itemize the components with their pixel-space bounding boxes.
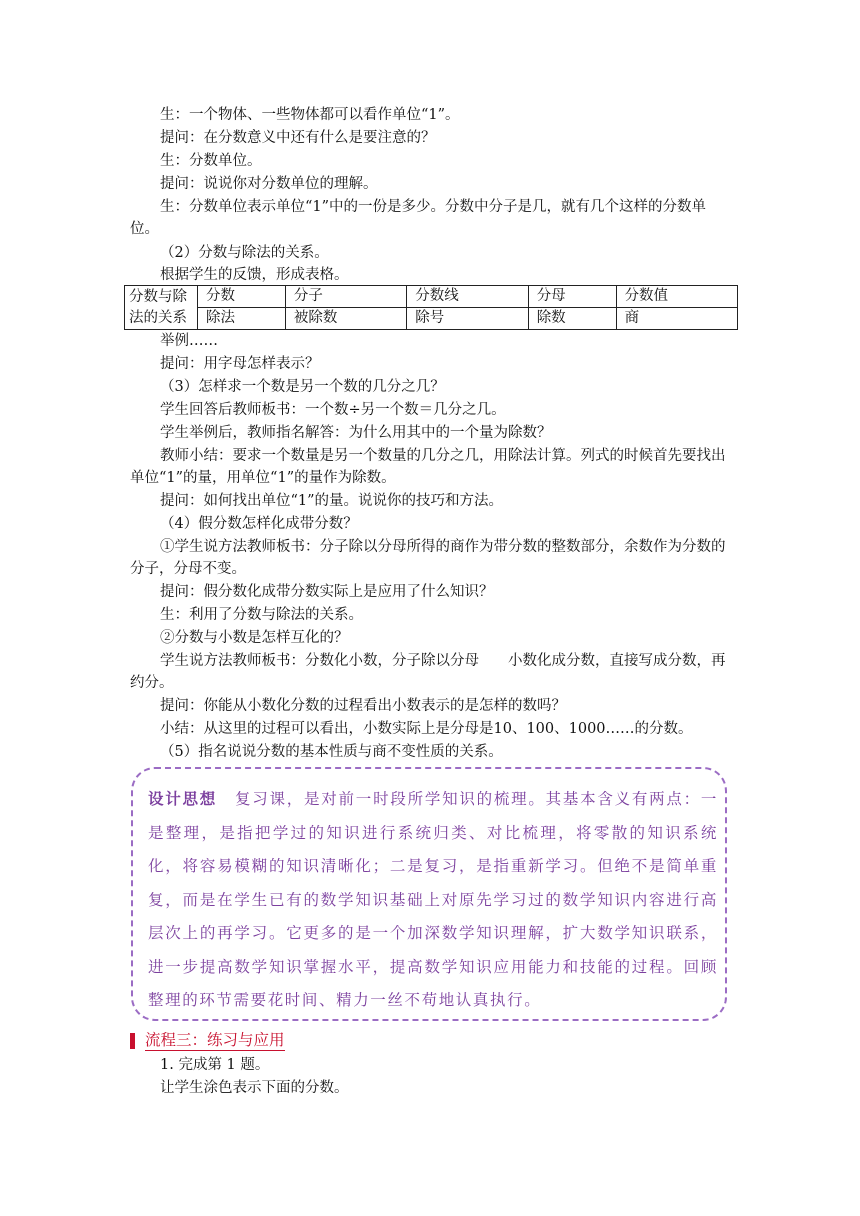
text-line: 提问：假分数化成带分数实际上是应用了什么知识？ (160, 584, 494, 600)
fraction-division-table (124, 285, 738, 330)
table-cell: 分数线 (407, 286, 528, 308)
table-cell: 商 (616, 308, 737, 330)
text-paragraph: ①学生说方法教师板书：分子除以分母所得的商作为带分数的整数部分，余数作为分数的分子，分母不变。 (130, 539, 726, 577)
text-paragraph: 生：分数单位表示单位“1”中的一份是多少。分数中分子是几，就有几个这样的分数单位。 (130, 199, 707, 237)
text-line: 提问：你能从小数化分数的过程看出小数表示的是怎样的数吗？ (160, 698, 566, 714)
table-cell: 除号 (407, 308, 528, 330)
text-line: ②分数与小数是怎样互化的？ (160, 630, 349, 646)
text-line: 学生回答后教师板书：一个数÷另一个数＝几分之几。 (160, 402, 506, 418)
text-paragraph: 教师小结：要求一个数量是另一个数量的几分之几，用除法计算。列式的时候首先要找出单位“1”的量，用单位“1”的量作为除数。 (130, 448, 726, 486)
section-heading (130, 1030, 285, 1052)
design-thought-body: 复习课，是对前一时段所学知识的梳理。其基本含义有两点：一是整理，是指把学过的知识进行系统归类、对比梳理，将零散的知识系统化，将容易模糊的知识清晰化；二是复习，是指重新学习。但绝不是简单重复，而是在学生已有的数学知识基础上对原先学习过的数学知识内容进行高层次上的再学习。它更多的是一个加深数学知识理解，扩大数学知识联系，进一步提高数学知识掌握水平，提高数学知识应用能力和技能的过程。回顾整理的环节需要花时间、精力一丝不苟地认真执行。 (148, 790, 718, 1009)
section-marker-icon (130, 1033, 135, 1049)
section-title: 流程三：练习与应用 (145, 1031, 285, 1049)
text-line: （5）指名说说分数的基本性质与商不变性质的关系。 (160, 744, 503, 760)
text-line: 1. 完成第 1 题。 (160, 1057, 270, 1073)
text-line: 学生举例后，教师指名解答：为什么用其中的一个量为除数？ (160, 425, 552, 441)
design-thought-text (148, 783, 718, 1018)
table-cell: 被除数 (285, 308, 406, 330)
table-cell: 分数值 (616, 286, 737, 308)
text-line: 举例…… (160, 333, 218, 349)
table-cell: 除数 (528, 308, 616, 330)
text-line: 生：利用了分数与除法的关系。 (160, 607, 363, 623)
text-line: 提问：如何找出单位“1”的量。说说你的技巧和方法。 (160, 493, 504, 509)
text-line: 提问：说说你对分数单位的理解。 (160, 176, 378, 192)
text-line: 生：分数单位。 (160, 153, 262, 169)
table-cell: 分数 (198, 286, 286, 308)
text-paragraph: 学生说方法教师板书：分数化小数，分子除以分母 小数化成分数，直接写成分数，再约分。 (130, 653, 726, 691)
table-cell: 除法 (198, 308, 286, 330)
text-line: 生：一个物体、一些物体都可以看作单位“1”。 (160, 107, 460, 123)
design-thought-label: 设计思想 (148, 790, 218, 808)
table-cell: 分母 (528, 286, 616, 308)
text-line: 让学生涂色表示下面的分数。 (160, 1080, 349, 1096)
table-row (125, 308, 738, 330)
table-row (125, 286, 738, 308)
table-cell: 分子 (285, 286, 406, 308)
text-line: 提问：用字母怎样表示？ (160, 356, 320, 372)
text-line: （3）怎样求一个数是另一个数的几分之几？ (160, 379, 445, 395)
table-row-header: 分数与除法的关系 (125, 286, 198, 330)
text-line: 提问：在分数意义中还有什么是要注意的？ (160, 130, 436, 146)
text-line: 小结：从这里的过程可以看出，小数实际上是分母是10、100、1000……的分数。 (160, 721, 693, 737)
text-line: （4）假分数怎样化成带分数？ (160, 516, 358, 532)
text-line: 根据学生的反馈，形成表格。 (160, 267, 349, 283)
text-line: （2）分数与除法的关系。 (160, 245, 329, 261)
